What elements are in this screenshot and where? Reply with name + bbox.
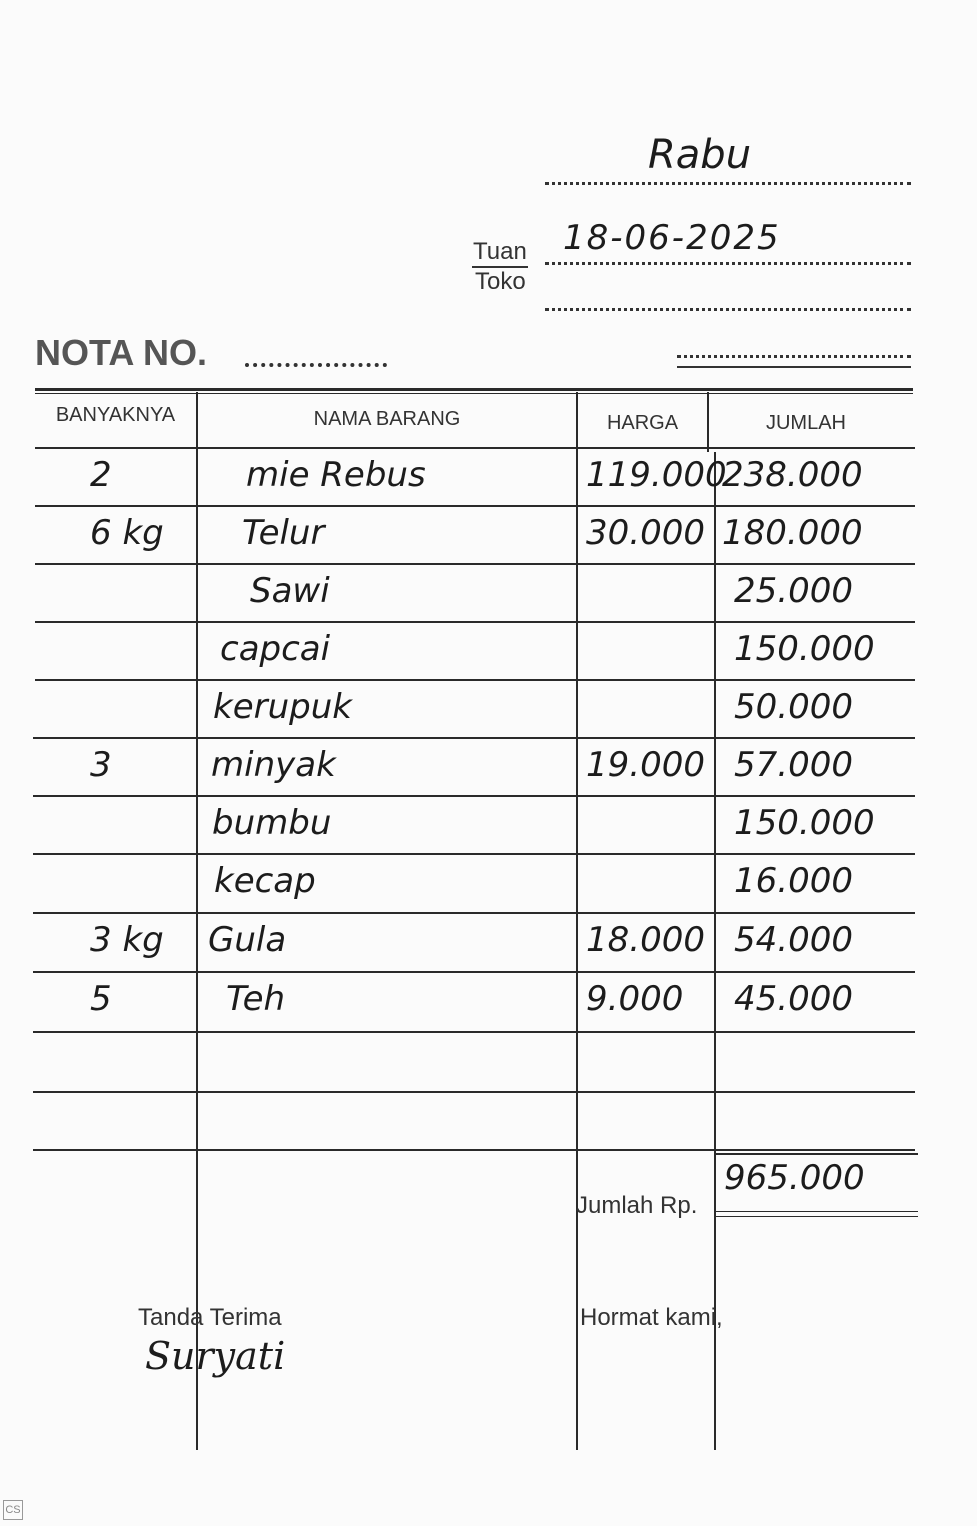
row-amount: 50.000 — [734, 687, 853, 727]
col-header-harga: HARGA — [606, 412, 679, 434]
row-price: 19.000 — [586, 745, 705, 785]
row-item-name: capcai — [220, 629, 331, 669]
row-item-name: kecap — [214, 861, 316, 901]
signature: Suryati — [145, 1334, 286, 1378]
table-row-line — [35, 447, 915, 449]
hormat-kami-label: Hormat kami, — [580, 1304, 723, 1331]
row-amount: 180.000 — [722, 513, 863, 553]
date-value: 18-06-2025 — [563, 218, 781, 258]
table-row-line — [35, 679, 915, 681]
row-item-name: Gula — [208, 920, 287, 960]
row-qty: 3 — [90, 745, 112, 785]
row-amount: 54.000 — [734, 920, 853, 960]
day-value: Rabu — [648, 132, 752, 178]
row-qty: 5 — [90, 979, 112, 1019]
row-item-name: minyak — [211, 745, 336, 785]
row-price: 18.000 — [586, 920, 705, 960]
row-qty: 2 — [90, 455, 112, 495]
row-amount: 57.000 — [734, 745, 853, 785]
row-price: 9.000 — [586, 979, 684, 1019]
table-row-line — [33, 1149, 915, 1151]
row-price: 30.000 — [586, 513, 705, 553]
total-label: Jumlah Rp. — [576, 1192, 698, 1219]
row-amount: 25.000 — [734, 571, 853, 611]
row-qty: 3 kg — [90, 920, 164, 960]
table-row-line — [35, 563, 915, 565]
row-amount: 238.000 — [722, 455, 863, 495]
total-underline-1 — [714, 1211, 918, 1212]
row-item-name: Sawi — [250, 571, 330, 611]
table-row-line — [33, 971, 915, 973]
col-header-banyaknya: BANYAKNYA — [55, 404, 176, 426]
table-row-line — [33, 1091, 915, 1093]
row-item-name: kerupuk — [213, 687, 352, 727]
total-top-line — [714, 1153, 918, 1155]
row-price: 119.000 — [586, 455, 727, 495]
toko-label: Toko — [475, 268, 526, 295]
row-amount: 16.000 — [734, 861, 853, 901]
row-item-name: bumbu — [212, 803, 332, 843]
row-amount: 150.000 — [734, 803, 875, 843]
table-row-line — [33, 795, 915, 797]
table-row-line — [33, 737, 915, 739]
col-header-nama-barang: NAMA BARANG — [313, 408, 461, 430]
table-row-line — [33, 1031, 915, 1033]
row-item-name: Telur — [242, 513, 325, 553]
tanda-terima-label: Tanda Terima — [138, 1304, 282, 1331]
scanner-logo: CS — [3, 1500, 23, 1520]
total-underline-2 — [714, 1216, 918, 1217]
row-amount: 150.000 — [734, 629, 875, 669]
row-qty: 6 kg — [90, 513, 164, 553]
row-item-name: Teh — [226, 979, 286, 1019]
col-header-jumlah: JUMLAH — [765, 412, 846, 434]
table-row-line — [35, 621, 915, 623]
table-row-line — [35, 505, 915, 507]
row-item-name: mie Rebus — [246, 455, 426, 495]
row-amount: 45.000 — [734, 979, 853, 1019]
nota-label: NOTA NO. — [35, 332, 207, 373]
total-value: 965.000 — [724, 1158, 865, 1198]
table-row-line — [33, 912, 915, 914]
table-row-line — [33, 853, 915, 855]
tuan-label: Tuan — [473, 238, 527, 265]
